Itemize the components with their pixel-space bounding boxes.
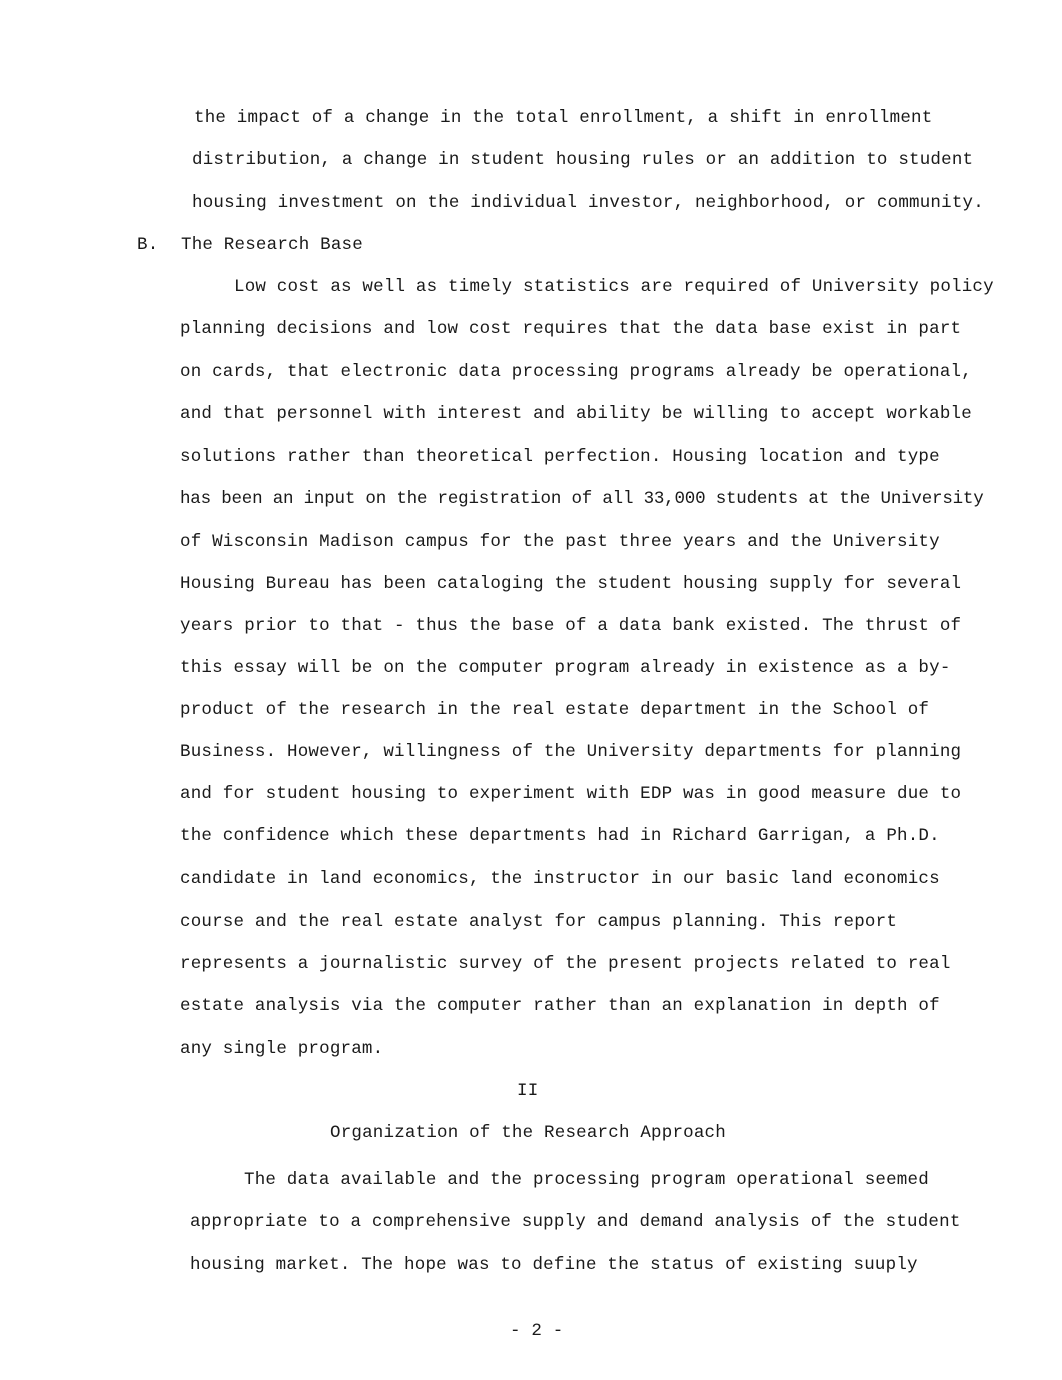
body-line-11: product of the research in the real estate department in the School of [180, 700, 930, 720]
intro-line-2: distribution, a change in student housing rules or an addition to student [192, 150, 974, 170]
section-two-line-1: The data available and the processing program operational seemed [244, 1170, 929, 1190]
body-line-5: solutions rather than theoretical perfection. Housing location and type [180, 447, 940, 467]
body-line-18: estate analysis via the computer rather than an explanation in depth of [180, 996, 940, 1016]
section-two-line-3: housing market. The hope was to define the status of existing suuply [190, 1255, 918, 1275]
section-two-numeral: II [517, 1081, 539, 1101]
body-line-10: this essay will be on the computer program already in existence as a by- [180, 658, 951, 678]
body-line-3: on cards, that electronic data processing programs already be operational, [180, 362, 972, 382]
body-line-7: of Wisconsin Madison campus for the past three years and the University [180, 532, 940, 552]
body-line-9: years prior to that - thus the base of a data bank existed. The thrust of [180, 616, 962, 636]
section-b-marker: B. [137, 235, 159, 255]
body-line-13: and for student housing to experiment with EDP was in good measure due to [180, 784, 962, 804]
body-line-6: has been an input on the registration of all 33,000 students at the University [180, 489, 984, 509]
body-line-8: Housing Bureau has been cataloging the student housing supply for several [180, 574, 962, 594]
intro-line-1: the impact of a change in the total enrollment, a shift in enrollment [194, 108, 933, 128]
section-two-title: Organization of the Research Approach [330, 1123, 726, 1143]
body-line-12: Business. However, willingness of the University departments for planning [180, 742, 962, 762]
body-line-19: any single program. [180, 1039, 384, 1059]
body-line-16: course and the real estate analyst for campus planning. This report [180, 912, 898, 932]
section-b-heading: The Research Base [181, 235, 363, 255]
body-line-17: represents a journalistic survey of the present projects related to real [180, 954, 951, 974]
body-line-15: candidate in land economics, the instructor in our basic land economics [180, 869, 940, 889]
section-two-line-2: appropriate to a comprehensive supply and demand analysis of the student [190, 1212, 961, 1232]
body-line-14: the confidence which these departments had in Richard Garrigan, a Ph.D. [180, 826, 940, 846]
body-line-2: planning decisions and low cost requires that the data base exist in part [180, 319, 962, 339]
page-number: - 2 - [510, 1321, 564, 1341]
intro-line-3: housing investment on the individual investor, neighborhood, or community. [192, 193, 984, 213]
body-line-4: and that personnel with interest and ability be willing to accept workable [180, 404, 972, 424]
body-line-1: Low cost as well as timely statistics are required of University policy [234, 277, 994, 297]
